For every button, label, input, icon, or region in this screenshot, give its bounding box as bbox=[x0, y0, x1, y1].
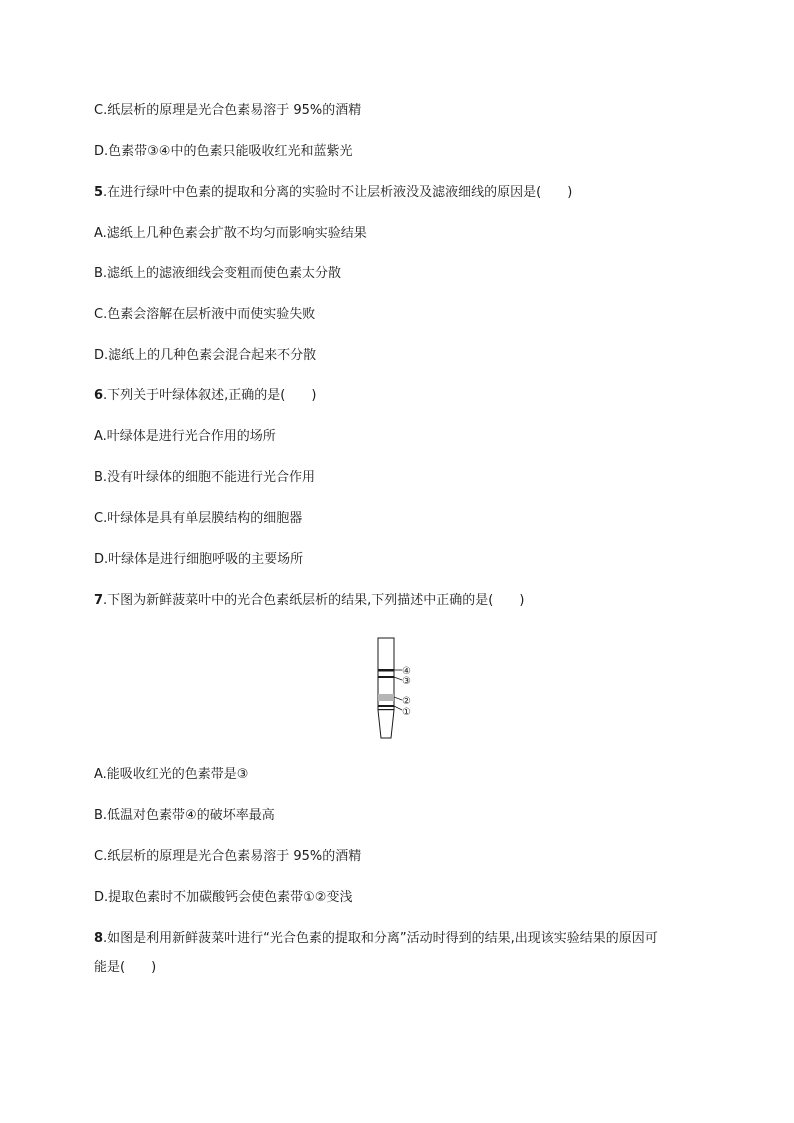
band-label-1: ① bbox=[402, 707, 411, 718]
question-7-number: 7 bbox=[94, 593, 104, 608]
q6-option-c: C.叶绿体是具有单层膜结构的细胞器 bbox=[94, 511, 303, 526]
q7-option-c: C.纸层析的原理是光合色素易溶于 95%的酒精 bbox=[94, 849, 362, 864]
q6-option-d: D.叶绿体是进行细胞呼吸的主要场所 bbox=[94, 552, 304, 567]
pigment-band-3 bbox=[378, 676, 394, 678]
question-5 bbox=[94, 183, 572, 203]
q6-option-a: A.叶绿体是进行光合作用的场所 bbox=[94, 429, 276, 444]
q7-option-b: B.低温对色素带④的破坏率最高 bbox=[94, 808, 275, 823]
line-q4-d: D.色素带③④中的色素只能吸收红光和蓝紫光 bbox=[94, 144, 353, 159]
pigment-band-1 bbox=[378, 705, 394, 707]
q5-option-a: A.滤纸上几种色素会扩散不均匀而影响实验结果 bbox=[94, 226, 367, 241]
origin-line bbox=[378, 709, 394, 710]
question-6-number: 6 bbox=[94, 388, 104, 403]
q5-option-b: B.滤纸上的滤液细线会变粗而使色素太分散 bbox=[94, 266, 342, 281]
pigment-band-2 bbox=[378, 694, 394, 701]
question-8-text: .如图是利用新鲜菠菜叶进行“光合色素的提取和分离”活动时得到的结果,出现该实验结果的原因可 bbox=[103, 931, 658, 946]
pigment-band-4 bbox=[378, 669, 394, 672]
q7-option-d: D.提取色素时不加碳酸钙会使色素带①②变浅 bbox=[94, 890, 353, 905]
question-8 bbox=[94, 929, 658, 949]
question-5-number: 5 bbox=[94, 185, 104, 200]
q6-option-b: B.没有叶绿体的细胞不能进行光合作用 bbox=[94, 470, 316, 485]
question-8-continued: 能是( ) bbox=[94, 960, 157, 975]
band-label-4: ④ bbox=[402, 666, 411, 677]
band-label-2: ② bbox=[402, 696, 411, 707]
chromatography-strip-svg bbox=[366, 634, 426, 744]
question-7-text: .下图为新鲜菠菜叶中的光合色素纸层析的结果,下列描述中正确的是( ) bbox=[103, 593, 525, 608]
question-6-text: .下列关于叶绿体叙述,正确的是( ) bbox=[103, 388, 317, 403]
question-7 bbox=[94, 591, 524, 611]
q5-option-d: D.滤纸上的几种色素会混合起来不分散 bbox=[94, 348, 317, 363]
q7-option-a: A.能吸收红光的色素带是③ bbox=[94, 767, 249, 782]
chromatography-figure bbox=[366, 634, 426, 744]
question-5-text: .在进行绿叶中色素的提取和分离的实验时不让层析液没及滤液细线的原因是( ) bbox=[103, 185, 573, 200]
question-6 bbox=[94, 386, 316, 406]
question-8-number: 8 bbox=[94, 931, 104, 946]
q5-option-c: C.色素会溶解在层析液中而使实验失败 bbox=[94, 307, 316, 322]
band-label-3: ③ bbox=[402, 676, 411, 687]
line-q4-c: C.纸层析的原理是光合色素易溶于 95%的酒精 bbox=[94, 103, 362, 118]
paper-strip bbox=[378, 638, 394, 738]
